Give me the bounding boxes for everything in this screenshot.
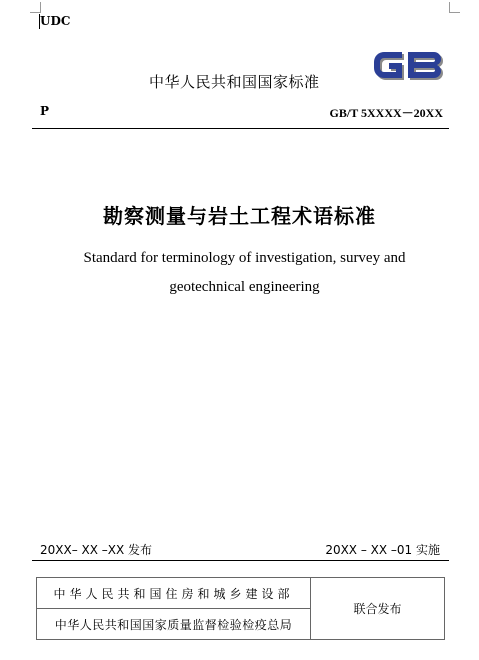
- standard-number: GB/T 5XXXX－20XX: [329, 106, 443, 120]
- p-code: P: [40, 104, 50, 118]
- crop-mark-top-right: [449, 2, 460, 13]
- publisher-table: [36, 577, 445, 640]
- publish-date: 20XX– XX –XX 发布: [40, 543, 153, 557]
- gb-logo: [372, 46, 448, 86]
- issuer-heading: 中华人民共和国国家标准: [149, 73, 320, 91]
- title-english: Standard for terminology of investigation, survey and geotechnical engineering: [83, 250, 406, 295]
- header-rule: [32, 128, 449, 129]
- publisher-row: [37, 578, 445, 609]
- publisher-housing-ministry: 中华人民共和国住房和城乡建设部: [37, 578, 311, 609]
- footer-rule: [32, 560, 449, 561]
- udc-label: UDC: [40, 14, 71, 28]
- publisher-quality-administration: 中华人民共和国国家质量监督检验检疫总局: [37, 609, 311, 640]
- joint-release-label: 联合发布: [311, 578, 445, 640]
- crop-mark-top-left: [30, 2, 41, 13]
- title-chinese: 勘察测量与岩土工程术语标准: [103, 204, 376, 228]
- implement-date: 20XX – XX –01 实施: [325, 543, 440, 557]
